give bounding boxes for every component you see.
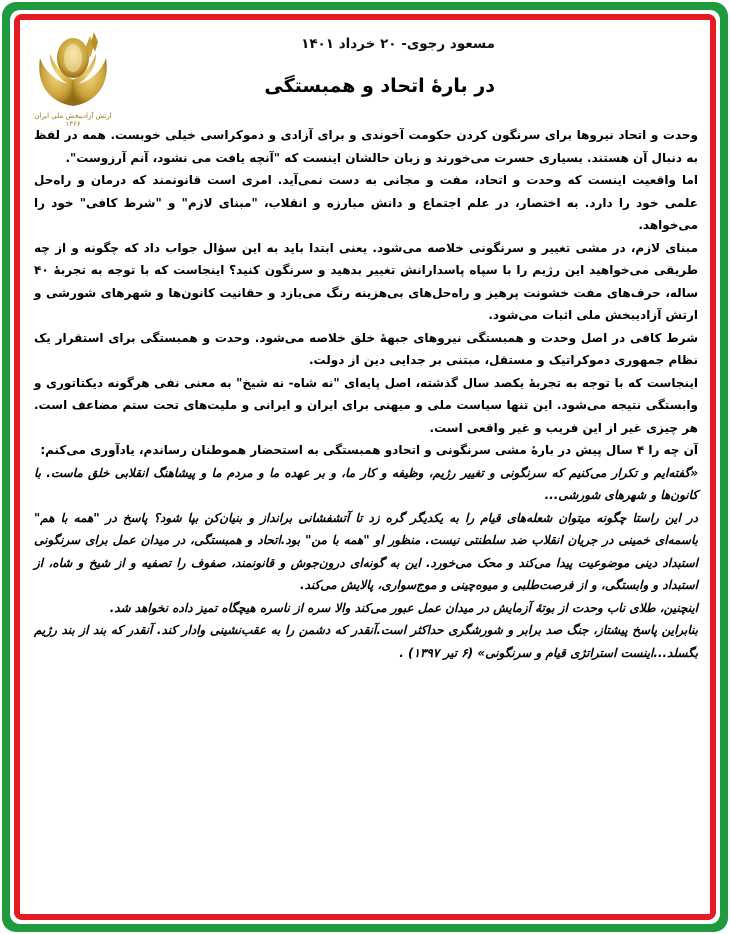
article-body xyxy=(34,124,698,664)
document-page xyxy=(20,20,710,914)
logo-caption-text: ارتش آزادیبخش ملی ایران xyxy=(34,112,112,120)
quote-paragraph: بنابراین پاسخ پیشتاز، جنگ صد برابر و شورشگری حداکثر است.آنقدر که دشمن را به عقب‌نشینی وادار کند. آنقدر که بند از بند رژیم بگسلد...اینست استراتژی قیام و سرنگونی» (۶ تیر ۱۳۹۷) . xyxy=(34,623,698,660)
paragraph: اما واقعیت اینست که وحدت و اتحاد، مفت و مجانی به دست نمی‌آید. امری است قانونمند که درمان و راه‌حل علمی خود را دارد. به اختصار، در علم اجتماع و دانش مبارزه و انقلاب، "مبنای لازم" و "شرط کافی" خود را می‌خواهد. xyxy=(34,173,698,232)
logo-year: ۱۳۶۶ xyxy=(65,120,81,128)
paragraph: وحدت و اتحاد نیروها برای سرنگون کردن حکومت آخوندی و برای آزادی و دموکراسی خیلی خوبست. همه در لفظ به دنبال آن هستند. بسیاری حسرت می‌خورند و زبان حالشان اینست که "آنچه یافت می نشود، آنم آرزوست". xyxy=(34,128,698,165)
quote-paragraph: اینچنین، طلای ناب وحدت از بوتهٔ آزمایش در میدان عمل عبور می‌کند والا سره از ناسره هیچگاه تمیز داده نخواهد شد. xyxy=(109,600,698,615)
paragraph: مبنای لازم، در مشی تغییر و سرنگونی خلاصه می‌شود. یعنی ابتدا باید به این سؤال جواب داد که چگونه و از چه طریقی می‌خواهید این رژیم را با سپاه پاسدارانش تغییر بدهید و سرنگون کنید؟ اینجاست که با توجه به تجربهٔ ۴۰ ساله، حرف‌های مفت خشونت پرهیز و راه‌حل‌های بی‌هزینه رنگ می‌بازد و حقانیت کانون‌ها و شهرهای شورشی و ارتش آزادیبخش ملی اثبات می‌شود. xyxy=(34,240,698,322)
quote-paragraph: «گفته‌ایم و تکرار می‌کنیم که سرنگونی و تغییر رژیم، وظیفه و کار ما، و بر عهده ما و مردم ما و پیشاهنگ انقلابی خلق ماست. با کانون‌ها و شهرهای شورشی... xyxy=(34,465,698,502)
paragraph: آن چه را ۴ سال پیش در بارهٔ مشی سرنگونی و اتحادو همبستگی به استحضار هموطنان رساندم، یادآوری می‌کنم: xyxy=(40,443,698,457)
author-date-line: مسعود رجوی- ۲۰ خرداد ۱۴۰۱ xyxy=(301,36,495,52)
paragraph: شرط کافی در اصل وحدت و همبستگی نیروهای جبههٔ خلق خلاصه می‌شود. وحدت و همبستگی برای استقرار یک نظام جمهوری دموکراتیک و مستقل، مبتنی بر جدایی دین از دولت. xyxy=(34,330,698,367)
quote-paragraph: در این راستا چگونه میتوان شعله‌های قیام را به یکدیگر گره زد تا آتشفشانی برانداز و بنیان‌کن بپا شود؟ پاسخ در "همه با هم" باسمه‌ای خمینی در جریان انقلاب ضد سلطنتی نیست. منظور او "همه با من" بود.اتحاد و همبستگی، در میدان عمل برای سرنگونی استبداد دینی موضوعیت پیدا می‌کند و محک می‌خورد. این به گونه‌ای درون‌جوش و قانونمند، صفوف را تصفیه و از شیخ و شاه، از استبداد و وابستگی، و از فرصت‌طلبی و میوه‌چینی و موج‌سواری، پالایش می‌کند. xyxy=(34,510,698,592)
nla-logo xyxy=(28,28,118,128)
paragraph: اینجاست که با توجه به تجربهٔ یکصد سال گذشته، اصل پایه‌ای "نه شاه- نه شیخ" به معنی نفی هرگونه دیکتاتوری و وابستگی نتیجه می‌شود. این تنها سیاست ملی و میهنی برای ایران و ایرانی و ملیت‌های تحت ستم مضاعف است. هر چیزی غیر از این فریب و غیر واقعی است. xyxy=(34,375,698,435)
page-title: در بارهٔ اتحاد و همبستگی xyxy=(264,75,495,97)
wheat-wreath-icon xyxy=(28,28,118,112)
